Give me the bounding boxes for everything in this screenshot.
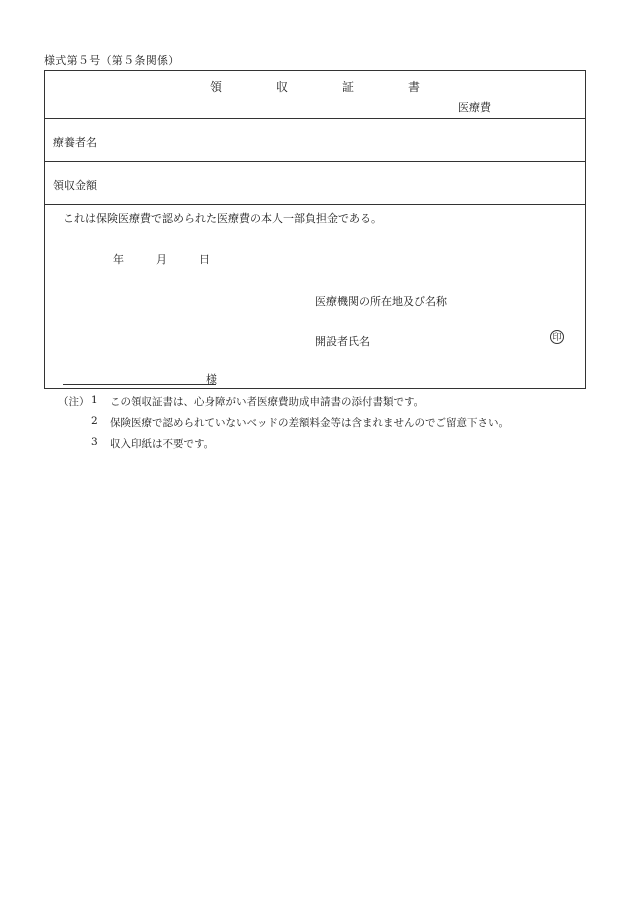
founder-label: 開設者氏名 <box>315 335 370 348</box>
title-char: 書 <box>408 80 421 94</box>
note-number: 2 <box>91 415 98 427</box>
date-year: 年 <box>113 253 124 266</box>
title-char: 証 <box>342 80 355 94</box>
receipt-form <box>44 70 586 389</box>
form-subtitle: 医療費 <box>458 101 491 114</box>
note-text: この領収証書は、心身障がい者医療費助成申請書の添付書類です。 <box>110 396 425 408</box>
title-char: 領 <box>209 80 222 94</box>
date-day: 日 <box>199 253 210 266</box>
title-char: 収 <box>275 80 288 94</box>
row-divider <box>45 204 585 205</box>
amount-label: 領収金額 <box>53 179 97 192</box>
note-prefix: （注） <box>58 396 90 408</box>
row-divider <box>45 161 585 162</box>
date-month: 月 <box>156 253 167 266</box>
note-item <box>58 436 509 457</box>
note-number: 1 <box>91 394 98 406</box>
institution-label: 医療機関の所在地及び名称 <box>315 295 447 308</box>
patient-name-label: 療養者名 <box>53 136 97 149</box>
row-divider <box>45 118 585 119</box>
note-item <box>58 394 509 415</box>
date-line <box>113 251 210 267</box>
note-text: 収入印紙は不要です。 <box>110 438 215 450</box>
statement-text: これは保険医療費で認められた医療費の本人一部負担金である。 <box>63 212 382 225</box>
notes <box>58 394 509 457</box>
form-title <box>45 78 585 95</box>
form-number: 様式第５号（第５条関係） <box>44 54 180 67</box>
seal-mark: 印 <box>550 330 564 344</box>
addressee-line <box>63 384 216 385</box>
note-item <box>58 415 509 436</box>
addressee-suffix: 様 <box>206 373 217 386</box>
note-text: 保険医療で認められていないベッドの差額料金等は含まれませんのでご留意下さい。 <box>110 417 509 429</box>
note-number: 3 <box>91 436 98 448</box>
